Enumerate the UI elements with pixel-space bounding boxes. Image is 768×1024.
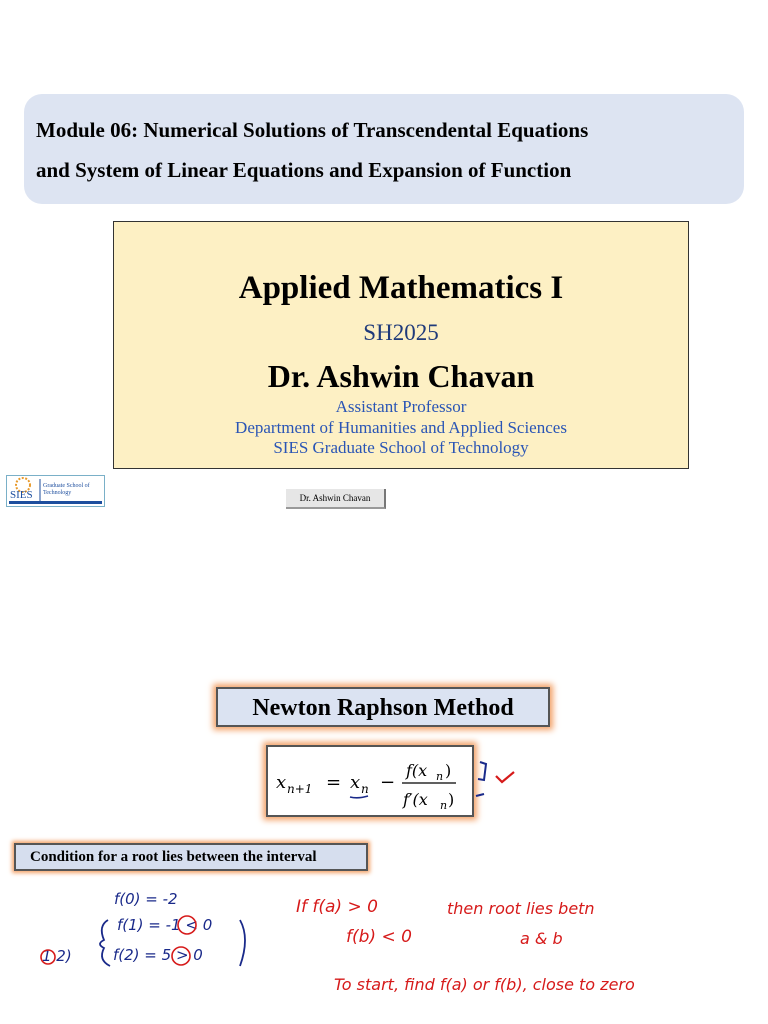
formula-graphic — [268, 747, 472, 815]
author-department: Department of Humanities and Applied Sciences — [235, 418, 567, 437]
formula-lhs: x — [276, 772, 287, 793]
condition-label: Condition for a root lies between the interval — [14, 843, 368, 871]
svg-text:−: − — [380, 772, 396, 793]
author-designation: Assistant Professor — [335, 397, 467, 416]
svg-text:): ) — [445, 761, 452, 780]
author-name: Dr. Ashwin Chavan — [267, 358, 535, 394]
svg-text:n: n — [436, 770, 444, 783]
module-title-line-2: and System of Linear Equations and Expansion of Function — [36, 158, 572, 182]
formula-annotation-marks — [474, 752, 534, 802]
svg-text:n: n — [440, 799, 448, 812]
logo-text-1: Graduate School of — [43, 483, 90, 489]
note-condition-1: If f(a) > 0 — [296, 897, 378, 917]
formula-rhs-x: x — [350, 772, 361, 793]
svg-text:=: = — [326, 772, 342, 793]
formula-numerator: f(x — [406, 761, 428, 780]
formula-lhs-sub: n+1 — [287, 782, 313, 796]
newton-raphson-formula — [266, 745, 474, 817]
handwritten-notes — [0, 868, 768, 1024]
svg-text:): ) — [448, 790, 455, 809]
note-f0: f(0) = -2 — [114, 890, 178, 908]
note-f1: f(1) = -1 < 0 — [117, 916, 213, 934]
note-index: 1 2) — [42, 947, 72, 965]
note-conclusion-1: then root lies betn — [447, 899, 595, 918]
formula-denominator: f′(x — [403, 790, 428, 809]
sies-logo-graphic — [7, 476, 104, 506]
note-conclusion-2: a & b — [520, 929, 563, 948]
course-code: SH2025 — [363, 320, 439, 345]
author-institution: SIES Graduate School of Technology — [273, 438, 529, 457]
footer-author-tag: Dr. Ashwin Chavan — [286, 489, 386, 509]
course-title: Applied Mathematics I — [238, 270, 564, 306]
note-condition-2: f(b) < 0 — [346, 927, 412, 947]
section-heading: Newton Raphson Method — [216, 687, 550, 727]
formula-rhs-sub: n — [361, 782, 369, 796]
note-start: To start, find f(a) or f(b), close to zero — [334, 975, 635, 994]
sies-logo — [6, 475, 105, 507]
module-title-line-1: Module 06: Numerical Solutions of Transcendental Equations — [36, 118, 589, 142]
note-f2: f(2) = 5 > 0 — [113, 946, 203, 964]
logo-text-2: Technology — [43, 490, 72, 496]
module-title — [36, 110, 736, 190]
logo-abbr: SIES — [10, 489, 33, 501]
